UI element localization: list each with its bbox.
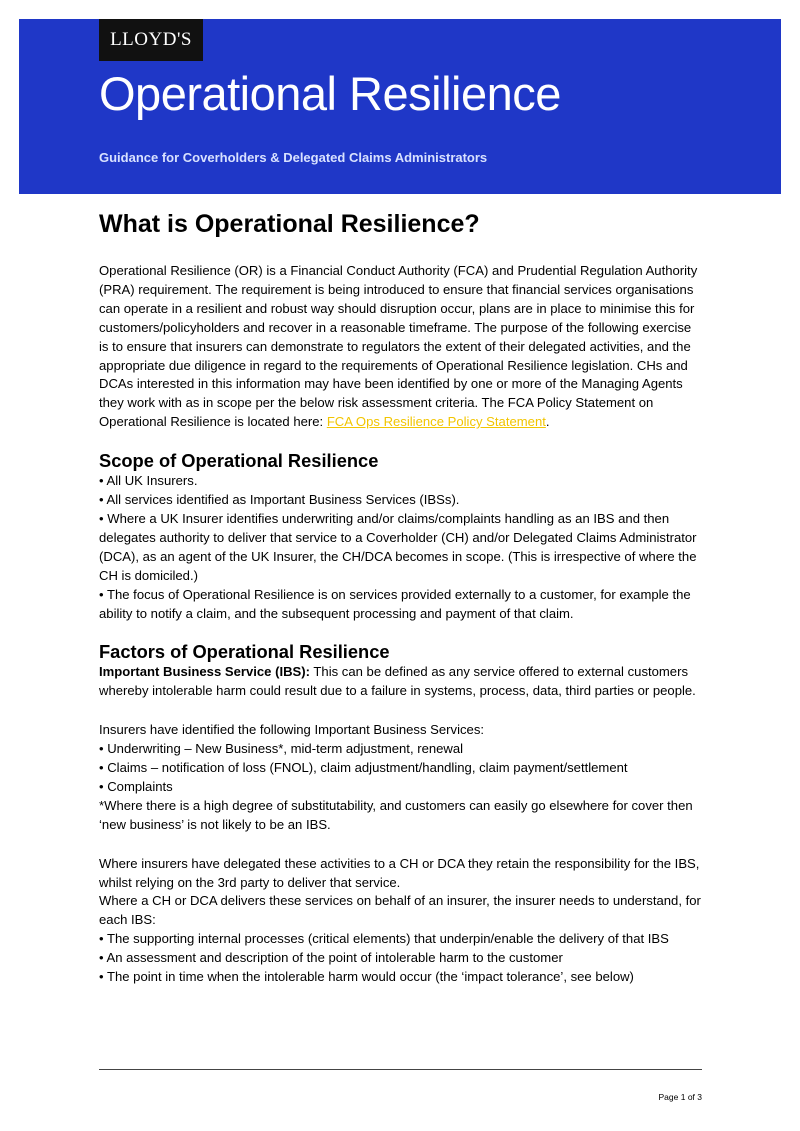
ibs-label: Important Business Service (IBS): — [99, 664, 311, 680]
header-banner — [19, 19, 781, 194]
scope-item: • Where a UK Insurer identifies underwriting and/or claims/complaints handling as an IBS and then delegates authority to deliver that service to a Coverholder (CH) and/or Delegated Claims Administrator (DCA), as an agent of the UK Insurer, the CH/DCA becomes in scope. (This is irrespective of where the CH is domiciled.) — [99, 510, 697, 583]
service-item: • Complaints — [99, 778, 173, 794]
section-heading-factors: Factors of Operational Resilience — [99, 641, 390, 663]
need-item: • An assessment and description of the point of intolerable harm to the customer — [99, 950, 563, 966]
service-footnote: *Where there is a high degree of substitutability, and customers can easily go elsewhere for cover then ‘new business’ is not likely to be an IBS. — [99, 797, 693, 832]
delegation-paragraph: Where insurers have delegated these activities to a CH or DCA they retain the responsibility for the IBS, whilst relying on the 3rd party to deliver that service. — [99, 855, 700, 890]
page-title: Operational Resilience — [99, 67, 561, 120]
lloyds-logo: LLOYD'S — [99, 19, 203, 61]
page-number: Page 1 of 3 — [658, 1092, 702, 1102]
section-heading-what: What is Operational Resilience? — [99, 210, 480, 238]
what-paragraph — [99, 262, 704, 432]
what-body-text: Operational Resilience (OR) is a Financial Conduct Authority (FCA) and Prudential Regulation Authority (PRA) requirement. The requirement is being introduced to ensure that financial services organisations can operate in a resilient and robust way should disruption occur, plans are in place to minimise this for customers/policyholders and recover in a reasonable timeframe. The purpose of the following exercise is to ensure that insurers can demonstrate to regulators the extent of their delegated activities, and the appropriate due diligence in regard to the requirements of Operational Resilience legislation. CHs and DCAs interested in this information may have been identified by one or more of the Managing Agents they work with as in scope per the below risk assessment criteria. The FCA Policy Statement on Operational Resilience is located here: — [99, 263, 698, 430]
section-heading-scope: Scope of Operational Resilience — [99, 450, 379, 472]
services-intro: Insurers have identified the following Important Business Services: — [99, 722, 485, 738]
ibs-text: This can be defined as any service offered to external customers whereby intolerable harm could result due to a failure in systems, process, data, third parties or people. — [99, 664, 696, 699]
need-item: • The point in time when the intolerable harm would occur (the ‘impact tolerance’, see below) — [99, 969, 634, 985]
scope-item: • The focus of Operational Resilience is on services provided externally to a customer, for example the ability to notify a claim, and the subsequent processing and payment of that claim. — [99, 586, 691, 621]
service-item: • Underwriting – New Business*, mid-term adjustment, renewal — [99, 741, 464, 757]
page-subtitle: Guidance for Coverholders & Delegated Claims Administrators — [99, 150, 488, 165]
what-body-end: . — [545, 414, 550, 430]
scope-item: • All UK Insurers. — [99, 473, 198, 489]
scope-item: • All services identified as Important Business Services (IBSs). — [99, 492, 460, 508]
service-item: • Claims – notification of loss (FNOL), claim adjustment/handling, claim payment/settlement — [99, 760, 628, 776]
need-item: • The supporting internal processes (critical elements) that underpin/enable the delivery of that IBS — [99, 931, 669, 947]
insurer-needs-intro: Where a CH or DCA delivers these services on behalf of an insurer, the insurer needs to understand, for each IBS: — [99, 893, 701, 928]
ibs-definition — [99, 663, 704, 701]
fca-policy-link[interactable]: FCA Ops Resilience Policy Statement — [326, 414, 546, 430]
footer-divider — [99, 1069, 702, 1070]
document-body — [99, 208, 704, 987]
